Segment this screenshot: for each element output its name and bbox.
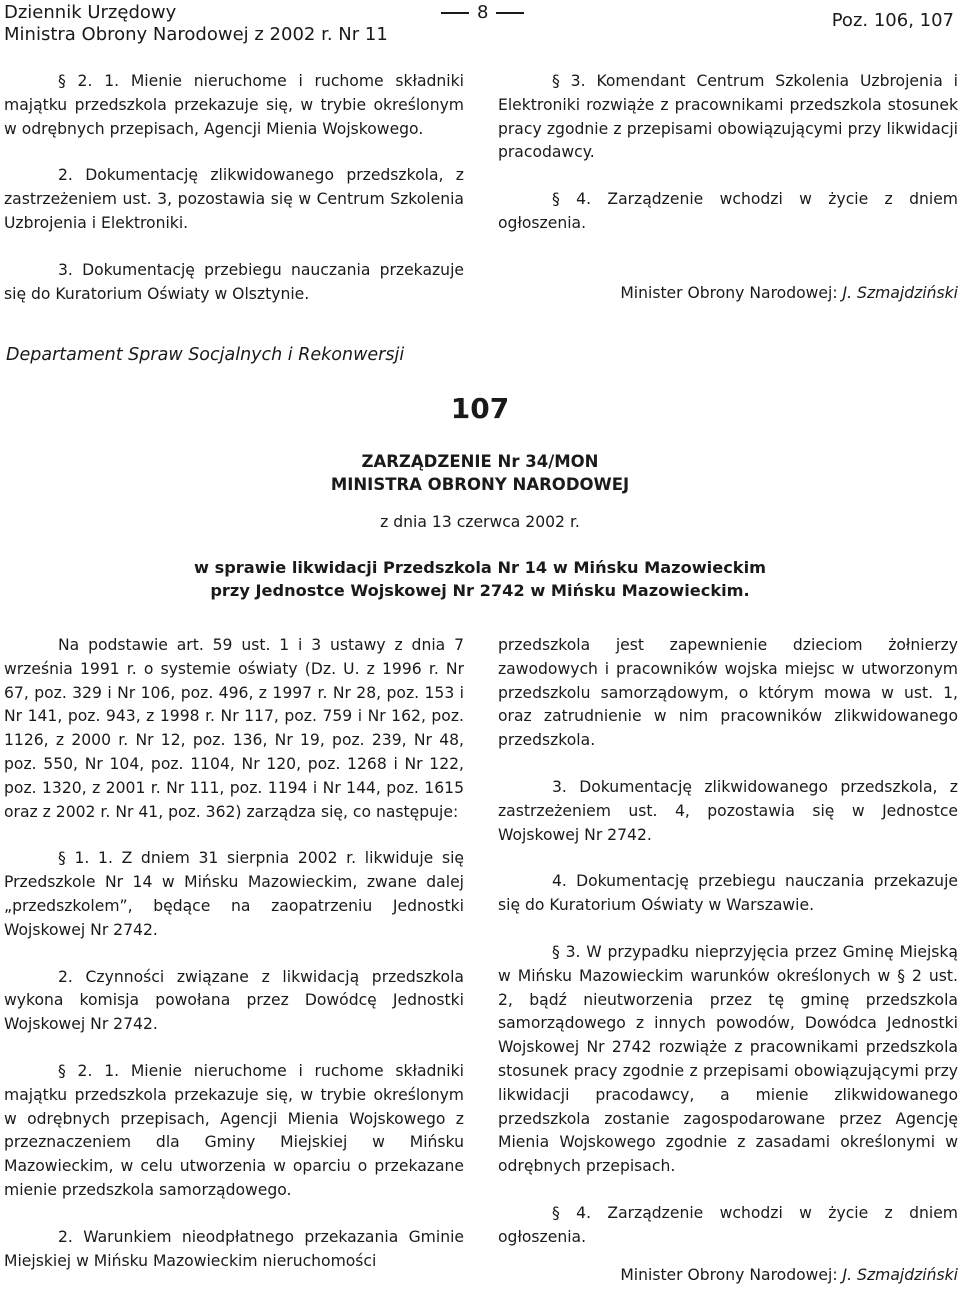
signature-title: Minister Obrony Narodowej: [620,1265,843,1284]
act-issuer: MINISTRA OBRONY NARODOWEJ [330,475,630,494]
paragraph: § 2. 1. Mienie nieruchome i ruchome składniki majątku przedszkola przekazuje się, w trybie określonym w odrębnych przepisach, Agencji Mienia Wojskowego. [4,72,464,138]
journal-issue: Ministra Obrony Narodowej z 2002 r. Nr 11 [4,24,388,45]
paragraph: § 3. W przypadku nieprzyjęcia przez Gminę Miejską w Mińsku Mazowieckim warunków określonych w § 2 ust. 2, bądź nieutworzenia przez tę gminę przedszkola samorządowego z innych powodów, Dowódca Jednostki Wojskowej Nr 2742 rozwiąże z pracownikami przedszkola stosunek pracy zgodnie z przepisami obowiązującymi przy likwidacji pracodawcy, a mienie zlikwidowanego przedszkola zostanie zagospodarowane przez Agencję Mienia Wojskowego zgodnie z zasadami określonymi w odrębnych przepisach. [498,942,958,1176]
act-subject: w sprawie likwidacji Przedszkola Nr 14 w Mińsku Mazowieckim [194,558,766,577]
signature [498,282,958,306]
paragraph: § 2. 1. Mienie nieruchome i ruchome składniki majątku przedszkola przekazuje się, w trybie określonym w odrębnych przepisach, Agencji Mienia Wojskowego z przeznaczeniem dla Gminy Miejskiej w Mińsku Mazowieckim, w celu utworzenia w oparciu o przekazane mienie przedszkola samorządowego. [4,1061,464,1199]
paragraph: Na podstawie art. 59 ust. 1 i 3 ustawy z dnia 7 września 1991 r. o systemie oświaty (Dz. U. z 1996 r. Nr 67, poz. 329 i Nr 106, poz. 496, z 1997 r. Nr 28, poz. 153 i Nr 141, poz. 943, z 1998 r. Nr 117, poz. 759 i Nr 162, poz. 1126, z 2000 r. Nr 12, poz. 136, Nr 19, poz. 239, Nr 48, poz. 550, Nr 104, poz. 1104, Nr 120, poz. 1268 i Nr 122, poz. 1320, z 2001 r. Nr 111, poz. 1194 i Nr 144, poz. 1615 oraz z 2002 r. Nr 41, poz. 362) zarządza się, co następuje: [4,636,464,821]
dash-decoration [441,12,469,14]
signature [498,1264,958,1288]
paragraph: 4. Dokumentację przebiegu nauczania przekazuje się do Kuratorium Oświaty w Warszawie. [498,872,958,915]
act-subject-continued: przy Jednostce Wojskowej Nr 2742 w Mińsku Mazowieckim. [210,581,750,600]
body-left-column [4,634,464,1273]
top-right-column [498,70,958,306]
paragraph: 3. Dokumentację przebiegu nauczania przekazuje się do Kuratorium Oświaty w Olsztynie. [4,260,464,303]
act-title: ZARZĄDZENIE Nr 34/MON [361,452,599,471]
signature-title: Minister Obrony Narodowej: [620,283,843,302]
paragraph: 3. Dokumentację zlikwidowanego przedszkola, z zastrzeżeniem ust. 4, pozostawia się w Jednostce Wojskowej Nr 2742. [498,777,958,844]
paragraph: § 3. Komendant Centrum Szkolenia Uzbrojenia i Elektroniki rozwiąże z pracownikami przedszkola stosunek pracy zgodnie z przepisami obowiązującymi przy likwidacji pracodawcy. [498,72,958,162]
body-right-column [498,634,958,1287]
act-date: z dnia 13 czerwca 2002 r. [380,513,580,531]
department-heading: Departament Spraw Socjalnych i Rekonwersji [6,345,405,365]
paragraph: § 4. Zarządzenie wchodzi w życie z dniem ogłoszenia. [498,1203,958,1246]
position-reference: Poz. 106, 107 [831,10,954,31]
signature-name: J. Szmajdziński [842,1265,958,1284]
paragraph: 2. Czynności związane z likwidacją przedszkola wykona komisja powołana przez Dowódcę Jednostki Wojskowej Nr 2742. [4,967,464,1034]
act-number: 107 [450,392,510,425]
top-left-column [4,70,464,306]
paragraph: § 1. 1. Z dniem 31 sierpnia 2002 r. likwiduje się Przedszkole Nr 14 w Mińsku Mazowieckim, zwane dalej „przedszkolem”, będące na zaopatrzeniu Jednostki Wojskowej Nr 2742. [4,849,464,939]
page-number-value: 8 [477,2,489,23]
paragraph: 2. Warunkiem nieodpłatnego przekazania Gminie Miejskiej w Mińsku Mazowieckim nieruchomości [4,1227,464,1270]
page-header-left [4,2,388,46]
paragraph: przedszkola jest zapewnienie dzieciom żołnierzy zawodowych i pracowników wojska miejsc w utworzonym przedszkolu samorządowym, o którym mowa w ust. 1, oraz zatrudnienie w nim pracowników zlikwidowanego przedszkola. [498,636,958,750]
journal-title: Dziennik Urzędowy [4,2,177,23]
paragraph: § 4. Zarządzenie wchodzi w życie z dniem ogłoszenia. [498,190,958,232]
signature-name: J. Szmajdziński [842,283,958,302]
paragraph: 2. Dokumentację zlikwidowanego przedszkola, z zastrzeżeniem ust. 3, pozostawia się w Centrum Szkolenia Uzbrojenia i Elektroniki. [4,166,464,232]
page-number [441,2,524,24]
dash-decoration [496,12,524,14]
